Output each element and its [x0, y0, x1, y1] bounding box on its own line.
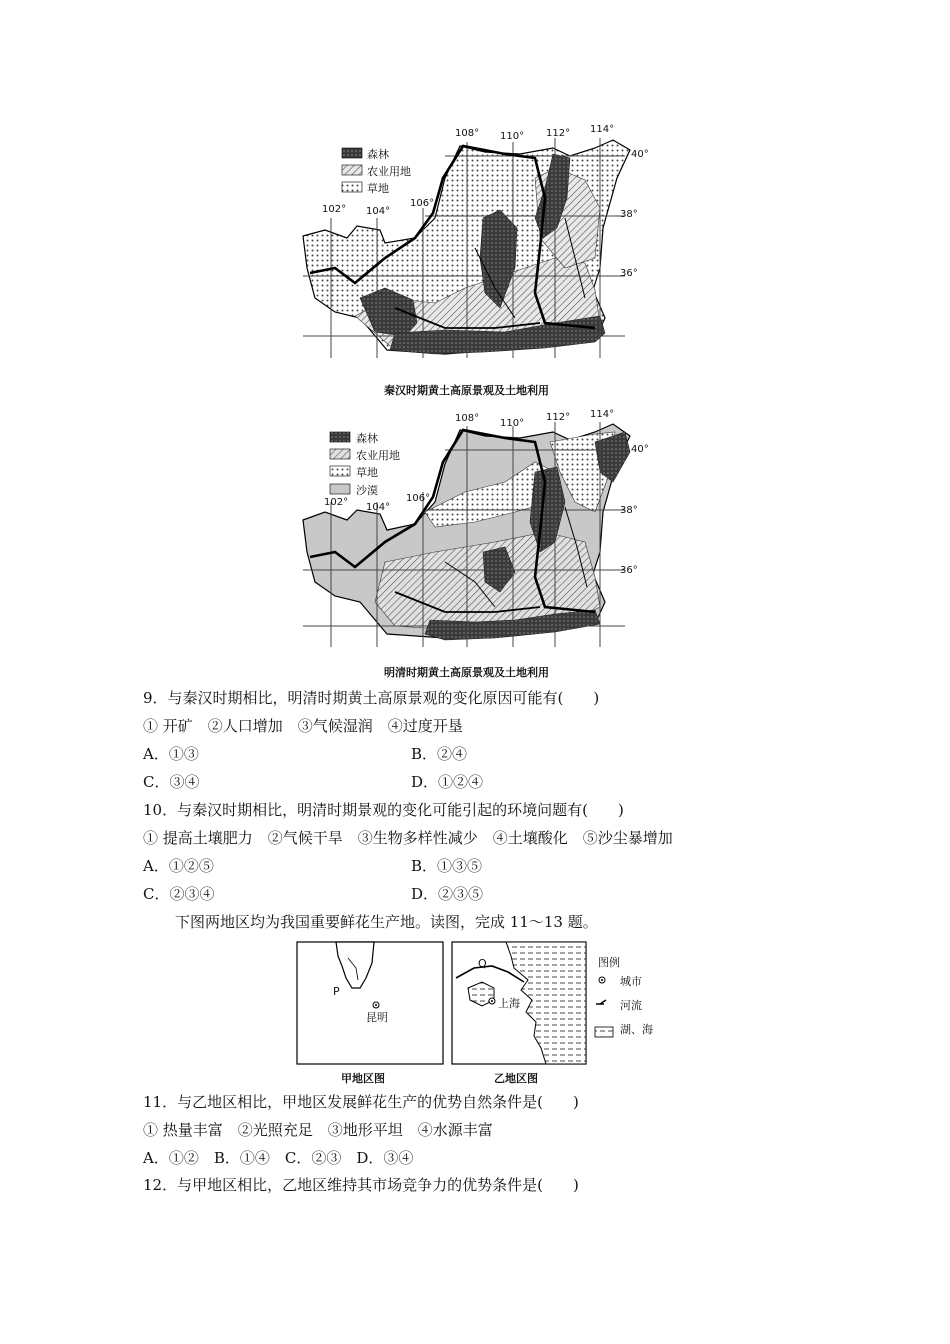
q9-option-c: C．③④: [143, 773, 200, 791]
intro-text: 下图两地区均为我国重要鲜花生产地。读图，完成 11～13 题。: [175, 913, 598, 931]
q11-options: A．①② B．①④ C．②③ D．③④: [143, 1149, 414, 1167]
map-legend-city: 城市: [620, 975, 642, 988]
jia-map-caption: 甲地区图: [341, 1072, 385, 1085]
q11-stem: 11．与乙地区相比，甲地区发展鲜花生产的优势自然条件是( ): [143, 1093, 579, 1111]
lon2-label-114: 114°: [590, 409, 615, 420]
legend2-forest-label: 森林: [356, 432, 378, 445]
lat-label-36: 36°: [620, 268, 638, 279]
q9-option-b: B．②④: [411, 745, 468, 763]
map-legend-river: 河流: [620, 999, 642, 1012]
legend-forest-label: 森林: [367, 148, 389, 161]
q11-items: ① 热量丰富 ②光照充足 ③地形平坦 ④水源丰富: [143, 1121, 493, 1139]
q9-items: ① 开矿 ②人口增加 ③气候湿润 ④过度开垦: [143, 717, 463, 735]
qinhan-map: [295, 118, 665, 378]
lon-label-108: 108°: [455, 128, 480, 139]
qinhan-legend: [342, 148, 362, 192]
lat2-label-40: 40°: [631, 444, 649, 455]
q12-stem: 12．与甲地区相比，乙地区维持其市场竞争力的优势条件是( ): [143, 1176, 579, 1194]
qinhan-caption: 秦汉时期黄土高原景观及土地利用: [384, 384, 549, 397]
lon-label-104: 104°: [366, 206, 391, 217]
q9-stem: 9．与秦汉时期相比，明清时期黄土高原景观的变化原因可能有( ): [143, 689, 600, 707]
mingqing-map: [295, 412, 665, 662]
q9-option-a: A．①③: [143, 745, 199, 763]
q10-option-c: C．②③④: [143, 885, 215, 903]
point-p-label: P: [333, 985, 340, 998]
lon-label-110: 110°: [500, 131, 525, 142]
q10-option-d: D．②③⑤: [411, 885, 484, 903]
lat-label-38: 38°: [620, 209, 638, 220]
q10-option-a: A．①②⑤: [143, 857, 214, 875]
legend-river-symbol: [596, 1000, 606, 1004]
legend-grass-label: 草地: [367, 182, 389, 195]
map-legend-lake: 湖、海: [620, 1023, 653, 1036]
city-shanghai-label: 上海: [498, 997, 520, 1010]
q10-option-b: B．①③⑤: [411, 857, 483, 875]
city-kunming-label: 昆明: [366, 1011, 388, 1024]
mingqing-caption: 明清时期黄土高原景观及土地利用: [384, 666, 549, 679]
lat2-label-38: 38°: [620, 505, 638, 516]
lon2-label-104: 104°: [366, 502, 391, 513]
mingqing-legend: [330, 432, 350, 494]
legend2-desert-label: 沙漠: [356, 484, 378, 497]
legend2-grass-label: 草地: [356, 466, 378, 479]
map-legend-title: 图例: [598, 956, 620, 969]
yi-map-caption: 乙地区图: [494, 1072, 538, 1085]
lat-label-40: 40°: [631, 149, 649, 160]
lat2-label-36: 36°: [620, 565, 638, 576]
lon2-label-110: 110°: [500, 418, 525, 429]
lon-label-114: 114°: [590, 124, 615, 135]
q9-option-d: D．①②④: [411, 773, 484, 791]
lon2-label-102: 102°: [324, 497, 349, 508]
lon2-label-108: 108°: [455, 413, 480, 424]
q10-items: ① 提高土壤肥力 ②气候干旱 ③生物多样性减少 ④土壤酸化 ⑤沙尘暴增加: [143, 829, 673, 847]
legend-agri-label: 农业用地: [367, 165, 411, 178]
q10-stem: 10．与秦汉时期相比，明清时期景观的变化可能引起的环境问题有( ): [143, 801, 624, 819]
lon-label-112: 112°: [546, 128, 571, 139]
lon-label-102: 102°: [322, 204, 347, 215]
lon2-label-106: 106°: [406, 493, 431, 504]
lon2-label-112: 112°: [546, 412, 571, 423]
point-q-label: Q: [478, 957, 487, 970]
legend2-agri-label: 农业用地: [356, 449, 400, 462]
legend-lake-symbol: [595, 1027, 613, 1037]
lon-label-106: 106°: [410, 198, 435, 209]
